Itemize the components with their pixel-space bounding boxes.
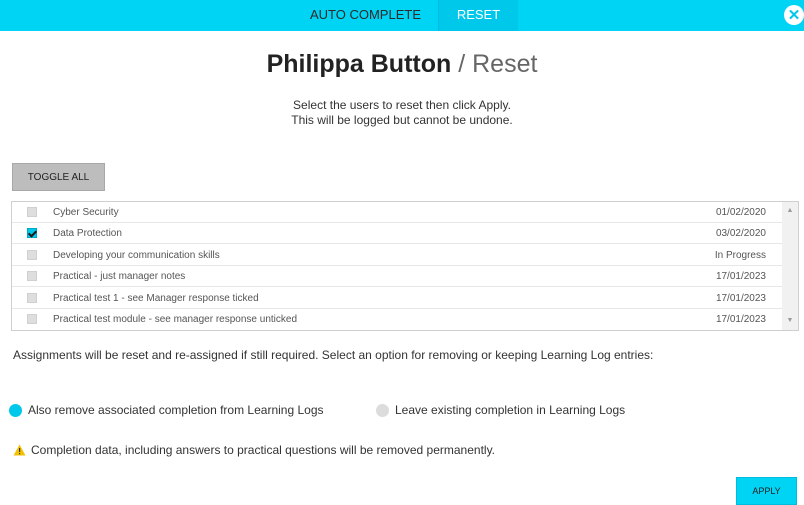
instructions [0,98,804,128]
option-keep-completion[interactable] [376,403,625,417]
instructions-line-2: This will be logged but cannot be undone. [291,113,513,127]
course-row[interactable] [12,245,783,266]
course-checkbox[interactable] [27,314,37,324]
instructions-line-1: Select the users to reset then click Apply. [293,98,511,112]
course-checkbox[interactable] [27,271,37,281]
close-icon: ✕ [787,6,801,24]
course-checkbox[interactable] [27,207,37,217]
course-date: 17/01/2023 [715,293,766,304]
course-date: 17/01/2023 [715,271,766,282]
tab-reset[interactable]: RESET [438,0,518,31]
course-list [11,201,799,331]
scroll-down-arrow-icon[interactable]: ▼ [786,317,794,324]
option-keep-label: Leave existing completion in Learning Logs [395,403,626,417]
course-row[interactable] [12,309,783,330]
apply-button[interactable]: APPLY [736,477,797,505]
course-name: Cyber Security [53,207,119,218]
top-bar [0,0,804,31]
course-checkbox[interactable] [27,228,37,238]
course-row[interactable] [12,223,783,244]
close-button[interactable] [784,5,804,25]
course-date: 01/02/2020 [715,207,766,218]
option-remove-label: Also remove associated completion from Learning Logs [28,403,324,417]
course-date: 17/01/2023 [715,314,766,325]
tab-auto-complete[interactable]: AUTO COMPLETE [309,7,421,22]
course-row[interactable] [12,266,783,287]
user-name: Philippa Button [266,50,452,78]
radio-keep-icon[interactable] [376,404,389,417]
course-row[interactable] [12,288,783,309]
warning-text: Completion data, including answers to practical questions will be removed permanently. [31,443,496,457]
reset-note: Assignments will be reset and re-assigned if still required. Select an option for removing or keeping Learning Log entries: [13,348,654,362]
page-subtitle: Reset [472,50,538,78]
warning-icon [13,444,26,456]
course-name: Practical - just manager notes [53,271,186,282]
course-date: In Progress [714,250,766,261]
toggle-all-button[interactable]: TOGGLE ALL [12,163,105,191]
course-row[interactable] [12,202,783,223]
course-name: Practical test 1 - see Manager response ticked [53,293,259,304]
warning-message [13,443,495,457]
radio-remove-icon[interactable] [9,404,22,417]
course-name: Developing your communication skills [53,250,220,261]
course-name: Practical test module - see manager response unticked [53,314,298,325]
course-date: 03/02/2020 [715,228,766,239]
title-separator: / [458,50,466,78]
scroll-up-arrow-icon[interactable]: ▲ [786,207,794,214]
course-checkbox[interactable] [27,293,37,303]
option-remove-completion[interactable] [9,403,324,417]
list-scrollbar[interactable] [782,202,798,330]
course-checkbox[interactable] [27,250,37,260]
course-name: Data Protection [53,228,122,239]
page-title [0,50,804,79]
